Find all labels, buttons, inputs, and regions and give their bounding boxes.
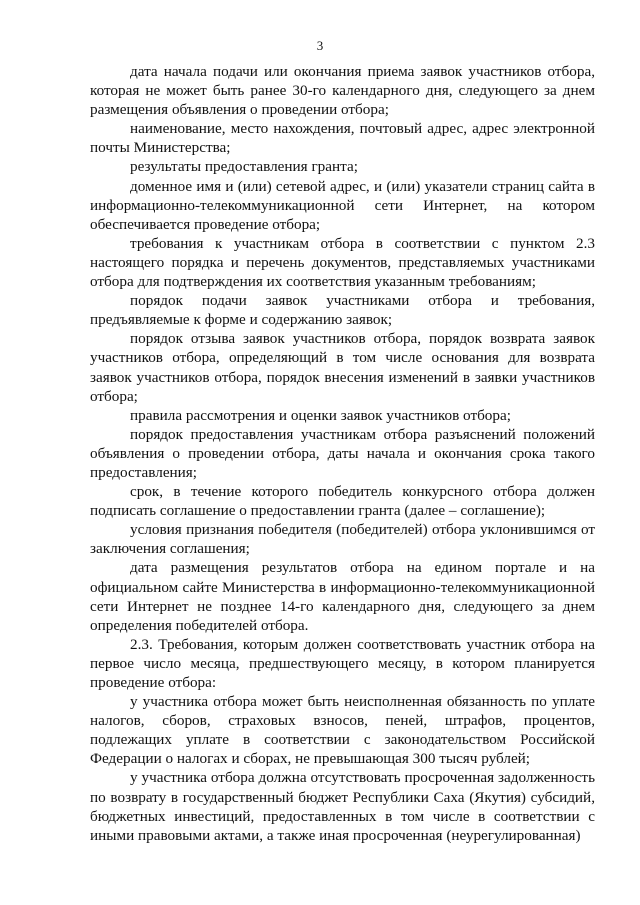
paragraph: требования к участникам отбора в соответствии с пунктом 2.3 настоящего порядка и перечень документов, представляемых участниками отбора для подтверждения их соответствия указанным требованиям;: [90, 234, 595, 291]
page-number: 3: [316, 38, 324, 53]
paragraph: условия признания победителя (победителей) отбора уклонившимся от заключения соглашения;: [90, 521, 595, 558]
paragraph: результаты предоставления гранта;: [130, 158, 358, 176]
document-body: [90, 62, 595, 845]
section-paragraph-2-3: 2.3. Требования, которым должен соответствовать участник отбора на первое число месяца, предшествующего месяцу, в котором планируется проведение отбора:: [90, 635, 595, 691]
paragraph: правила рассмотрения и оценки заявок участников отбора;: [130, 406, 511, 424]
paragraph: доменное имя и (или) сетевой адрес, и (или) указатели страниц сайта в информационно-телекоммуникационной сети Интернет, на котором обеспечивается проведение отбора;: [90, 177, 595, 233]
paragraph: дата размещения результатов отбора на едином портале и на официальном сайте Министерства в информационно-телекоммуникационной сети Интернет не позднее 14-го календарного дня, следующего за днем определения победителей отбора.: [90, 559, 595, 634]
paragraph: дата начала подачи или окончания приема заявок участников отбора, которая не может быть ранее 30-го календарного дня, следующего за днем размещения объявления о проведении отбора;: [90, 63, 595, 119]
paragraph: порядок отзыва заявок участников отбора, порядок возврата заявок участников отбора, определяющий в том числе основания для возврата заявок участников отбора, порядок внесения изменений в заявки участников отбора;: [90, 330, 595, 405]
paragraph: порядок предоставления участникам отбора разъяснений положений объявления о проведении отбора, даты начала и окончания срока такого предоставления;: [90, 425, 595, 481]
paragraph: у участника отбора должна отсутствовать просроченная задолженность по возврату в государственный бюджет Республики Саха (Якутия) субсидий, бюджетных инвестиций, предоставленных в том числе в соответствии с иными правовыми актами, а также иная просроченная (неурегулированная): [90, 769, 595, 844]
paragraph: наименование, место нахождения, почтовый адрес, адрес электронной почты Министерства;: [90, 120, 595, 157]
paragraph: порядок подачи заявок участниками отбора и требования, предъявляемые к форме и содержанию заявок;: [90, 292, 595, 329]
paragraph: у участника отбора может быть неисполненная обязанность по уплате налогов, сборов, страховых взносов, пеней, штрафов, процентов, подлежащих уплате в соответствии с законодательством Российской Федерации о налогах и сборах, не превышающая 300 тысяч рублей;: [90, 693, 595, 768]
paragraph: срок, в течение которого победитель конкурсного отбора должен подписать соглашение о предоставлении гранта (далее – соглашение);: [90, 483, 595, 520]
